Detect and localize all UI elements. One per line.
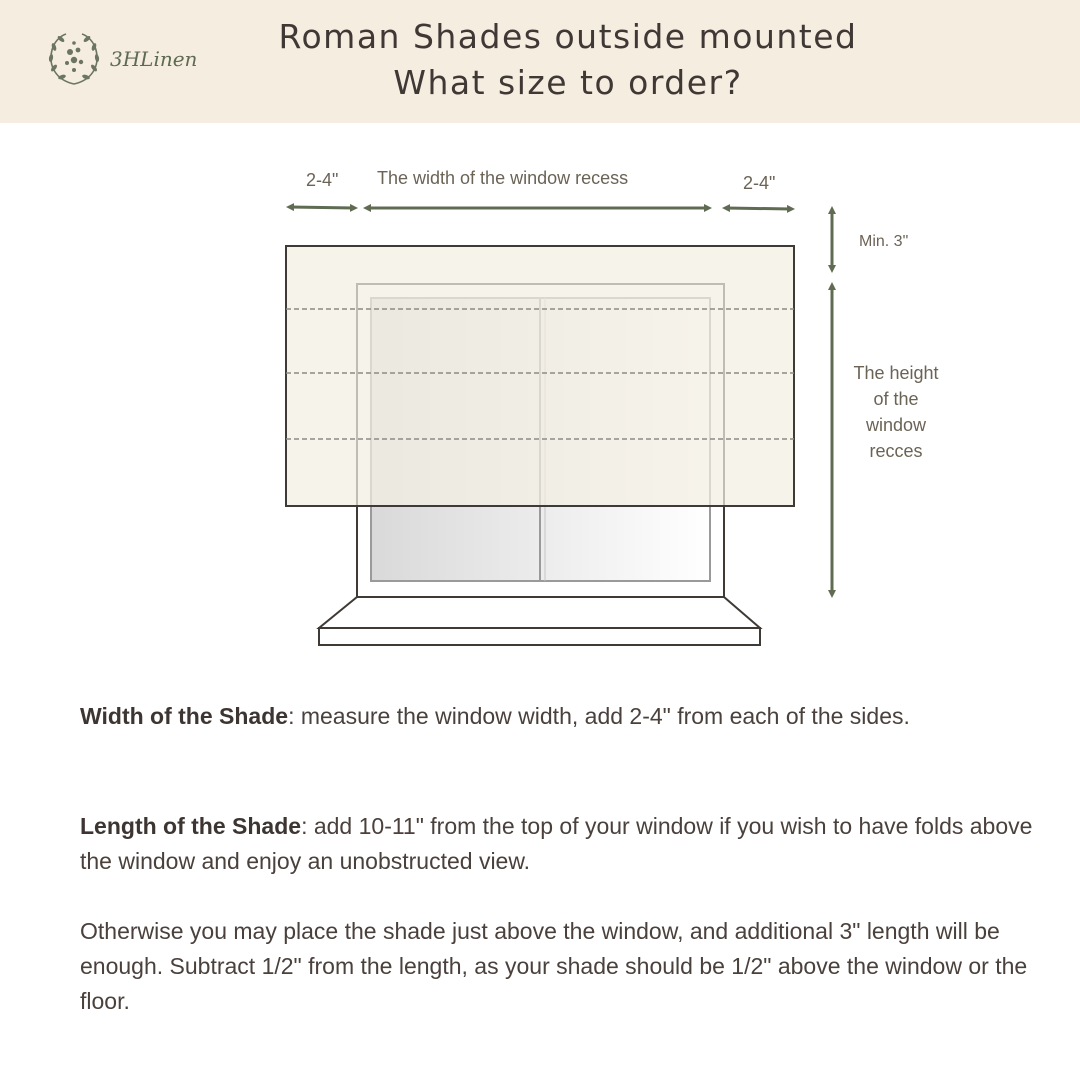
width-text: : measure the window width, add 2-4" from each of the sides. <box>288 703 910 729</box>
brand-name: 3HLinen <box>110 47 198 71</box>
width-term: Width of the Shade <box>80 703 289 729</box>
length-instruction <box>80 809 1040 879</box>
right-margin-label: 2-4" <box>743 173 776 193</box>
otherwise-instruction: Otherwise you may place the shade just above the window, and additional 3" length will be enough. Subtract 1/2" from the length, as your shade should be 1/2" above the window or the floor. <box>80 918 1028 1014</box>
window-height-label: The height of the window recces <box>853 363 939 461</box>
window-width-label: The width of the window recess <box>377 168 629 188</box>
left-margin-label: 2-4" <box>306 170 339 190</box>
page-title-line1: Roman Shades outside mounted <box>278 17 858 56</box>
length-term: Length of the Shade <box>80 813 302 839</box>
left-margin-arrow-icon <box>290 207 354 208</box>
roman-shade <box>286 246 794 506</box>
page-title-line2: What size to order? <box>393 63 743 102</box>
window-sill <box>319 597 760 645</box>
length-text: : add 10-11" from the top of your window if you wish to have folds above the window and enjoy an unobstructed view. <box>80 813 1033 874</box>
right-margin-arrow-icon <box>726 208 791 209</box>
width-instruction <box>80 699 1040 734</box>
top-margin-label: Min. 3" <box>859 233 909 250</box>
